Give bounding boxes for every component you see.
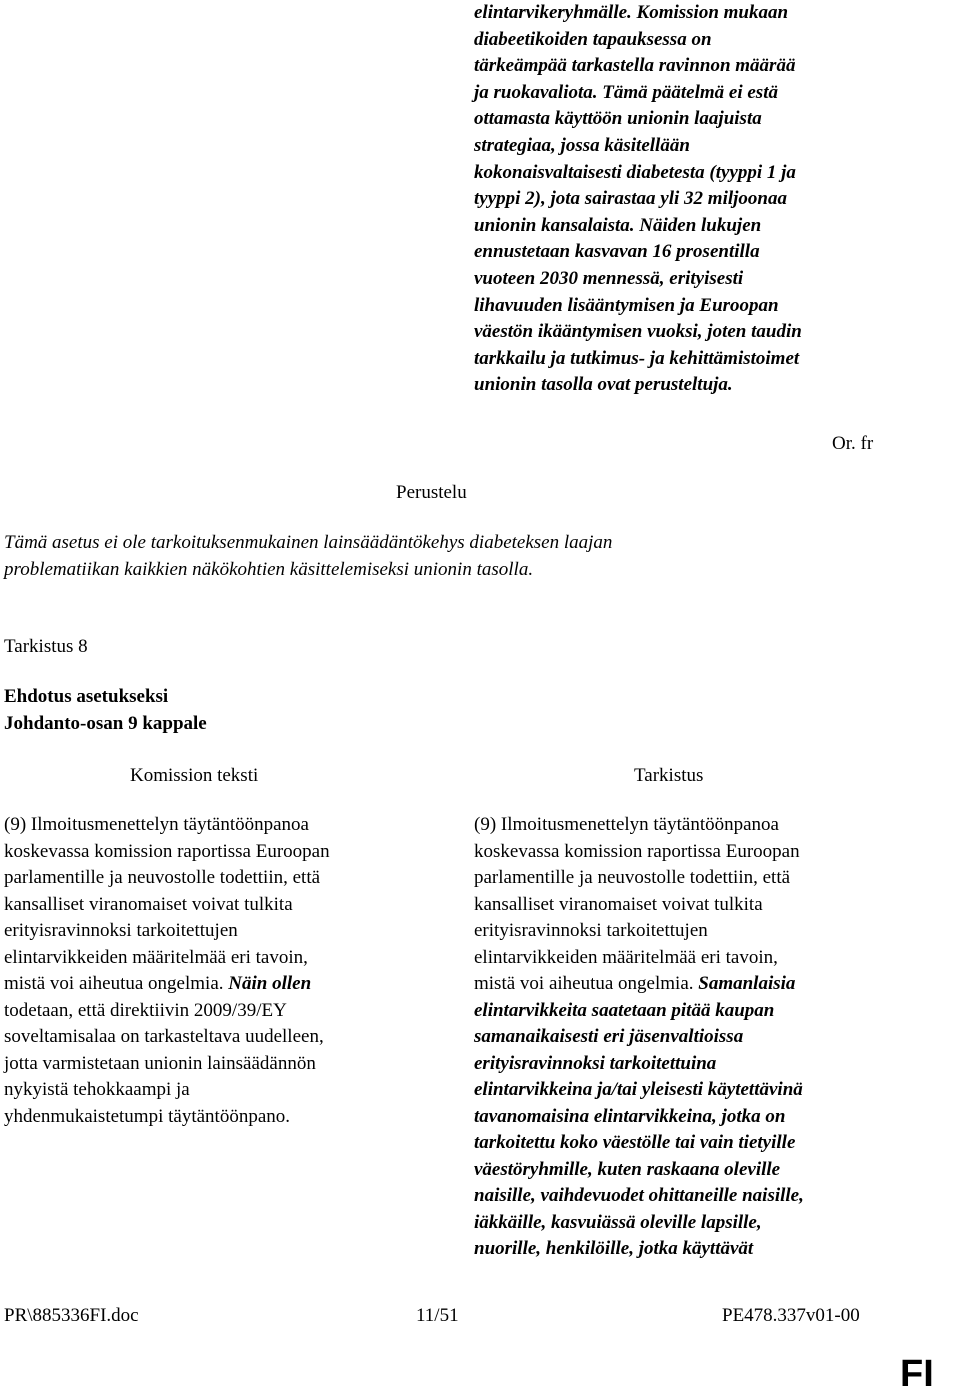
text-line: unionin tasolla ovat perusteltuja.	[474, 374, 733, 396]
text-line: Tämä asetus ei ole tarkoituksenmukainen lainsäädäntökehys diabeteksen laajan	[4, 532, 613, 553]
text-line-mixed	[4, 971, 444, 998]
amendment-number: Tarkistus 8	[4, 636, 88, 657]
changed-text-line: erityisravinnoksi tarkoitettuina	[474, 1052, 717, 1074]
text-line: tarkkailu ja tutkimus- ja kehittämistoimet	[474, 347, 800, 369]
commission-text-column	[4, 812, 444, 1130]
amendment-column-heading: Tarkistus	[634, 765, 704, 786]
text-line: koskevassa komission raportissa Euroopan	[4, 840, 330, 862]
text-line: yhdenmukaistetumpi täytäntöönpano.	[4, 1105, 291, 1127]
proposal-title: Ehdotus asetukseksi	[4, 686, 169, 707]
text-line: kansalliset viranomaiset voivat tulkita	[4, 893, 293, 915]
commission-text-heading: Komission teksti	[130, 765, 259, 786]
justification-text	[4, 530, 904, 583]
text-line: (9) Ilmoitusmenettelyn täytäntöönpanoa	[474, 814, 779, 835]
text-line: koskevassa komission raportissa Euroopan	[474, 840, 800, 862]
changed-text-line: samanaikaisesti eri jäsenvaltioissa	[474, 1026, 744, 1047]
text-line: parlamentille ja neuvostolle todettiin, että	[474, 867, 791, 888]
text-line: elintarvikkeiden määritelmää eri tavoin,	[4, 946, 308, 968]
previous-amendment-text	[474, 0, 914, 399]
original-language-note: Or. fr	[832, 433, 874, 454]
text-line: tyyppi 2), jota sairastaa yli 32 miljoonaa	[474, 188, 787, 210]
justification-title: Perustelu	[396, 482, 467, 503]
text-line: (9) Ilmoitusmenettelyn täytäntöönpanoa	[4, 814, 309, 835]
text-line: diabeetikoiden tapauksessa on	[474, 28, 712, 50]
recital-reference: Johdanto-osan 9 kappale	[4, 712, 207, 734]
text-fragment: mistä voi aiheutua ongelmia.	[4, 973, 224, 994]
text-line-mixed	[474, 971, 914, 998]
text-line: nykyistä tehokkaampi ja	[4, 1079, 190, 1100]
changed-text-line: naisille, vaihdevuodet ohittaneille naisille,	[474, 1185, 804, 1206]
text-fragment: mistä voi aiheutua ongelmia.	[474, 973, 694, 994]
text-line: kokonaisvaltaisesti diabetesta (tyyppi 1 ja	[474, 161, 796, 183]
changed-text-fragment: Samanlaisia	[698, 973, 796, 994]
text-line: elintarvikkeiden määritelmää eri tavoin,	[474, 946, 778, 968]
changed-text-line: elintarvikkeina ja/tai yleisesti käytettävinä	[474, 1079, 803, 1100]
text-line: tärkeämpää tarkastella ravinnon määrää	[474, 55, 796, 77]
text-line: erityisravinnoksi tarkoitettujen	[4, 920, 238, 941]
text-line: vuoteen 2030 mennessä, erityisesti	[474, 267, 744, 289]
text-line: problematiikan kaikkien näkökohtien käsittelemiseksi unionin tasolla.	[4, 558, 534, 580]
text-line: todetaan, että direktiivin 2009/39/EY	[4, 999, 287, 1021]
document-reference: PR\885336FI.doc	[4, 1305, 139, 1326]
text-line: ja ruokavaliota. Tämä päätelmä ei estä	[474, 81, 778, 103]
text-line: ennustetaan kasvavan 16 prosentilla	[474, 241, 760, 263]
changed-text-line: tarkoitettu koko väestölle tai vain tietyille	[474, 1132, 796, 1153]
text-line: elintarvikeryhmälle. Komission mukaan	[474, 2, 789, 23]
changed-text-line: nuorille, henkilöille, jotka käyttävät	[474, 1238, 754, 1259]
changed-text-line: tavanomaisina elintarvikkeina, jotka on	[474, 1105, 786, 1127]
text-line: strategiaa, jossa käsitellään	[474, 134, 690, 156]
proposal-heading	[4, 684, 207, 737]
changed-text-line: väestöryhmille, kuten raskaana oleville	[474, 1158, 781, 1180]
text-line: kansalliset viranomaiset voivat tulkita	[474, 893, 763, 915]
text-line: erityisravinnoksi tarkoitettujen	[474, 920, 708, 941]
text-line: unionin kansalaista. Näiden lukujen	[474, 214, 762, 236]
text-line: väestön ikääntymisen vuoksi, joten taudin	[474, 321, 802, 343]
text-line: parlamentille ja neuvostolle todettiin, että	[4, 867, 321, 888]
page-number: 11/51	[416, 1305, 459, 1326]
changed-text-line: iäkkäille, kasvuiässä oleville lapsille,	[474, 1211, 762, 1233]
text-line: ottamasta käyttöön unionin laajuista	[474, 108, 762, 130]
amendment-text-column	[474, 812, 914, 1263]
text-line: jotta varmistetaan unionin lainsäädännön	[4, 1052, 316, 1074]
pe-reference: PE478.337v01-00	[722, 1305, 860, 1326]
language-mark: FI	[900, 1353, 934, 1395]
changed-text-line: elintarvikkeita saatetaan pitää kaupan	[474, 999, 775, 1021]
text-line: lihavuuden lisääntymisen ja Euroopan	[474, 294, 779, 316]
text-line: soveltamisalaa on tarkasteltava uudelleen,	[4, 1026, 324, 1047]
page-footer	[4, 1303, 884, 1329]
changed-text-fragment: Näin ollen	[228, 973, 312, 994]
